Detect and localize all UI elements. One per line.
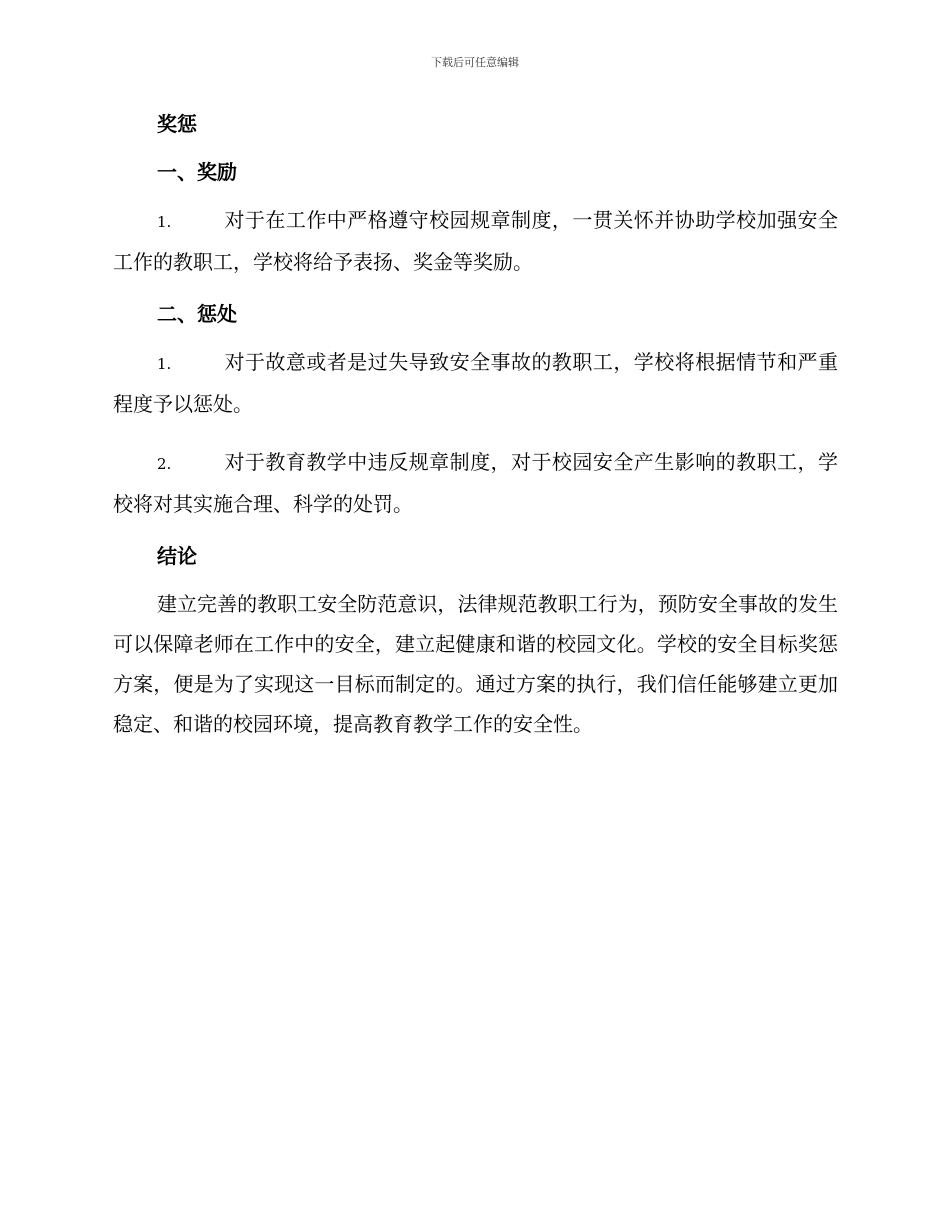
section-heading-conclusion: 结论 bbox=[157, 544, 197, 568]
conclusion-paragraph: 建立完善的教职工安全防范意识，法律规范教职工行为，预防安全事故的发生可以保障老师在工作中的安全，建立起健康和谐的校园文化。学校的安全目标奖惩方案，便是为了实现这一目标而制定的。通过方案的执行，我们信任能够建立更加稳定、和谐的校园环境，提高教育教学工作的安全性。 bbox=[113, 592, 838, 736]
list-item-text: 对于故意或者是过失导致安全事故的教职工，学校将根据情节和严重程度予以惩处。 bbox=[113, 350, 838, 416]
list-item bbox=[113, 200, 838, 282]
list-item-text: 对于教育教学中违反规章制度，对于校园安全产生影响的教职工，学校将对其实施合理、科学的处罚。 bbox=[113, 450, 838, 516]
list-item-number: 1. bbox=[157, 355, 172, 373]
document-title: 奖惩 bbox=[157, 112, 197, 136]
list-item bbox=[113, 342, 838, 424]
page-header-note: 下载后可任意编辑 bbox=[431, 56, 519, 69]
section-heading-rewards: 一、奖励 bbox=[157, 160, 237, 184]
list-item-number: 2. bbox=[157, 455, 172, 473]
list-item-text: 对于在工作中严格遵守校园规章制度，一贯关怀并协助学校加强安全工作的教职工，学校将给予表扬、奖金等奖励。 bbox=[113, 208, 838, 274]
list-item-number: 1. bbox=[157, 213, 172, 231]
section-heading-penalties: 二、惩处 bbox=[157, 302, 237, 326]
list-item bbox=[113, 442, 838, 524]
document-body bbox=[113, 110, 838, 744]
